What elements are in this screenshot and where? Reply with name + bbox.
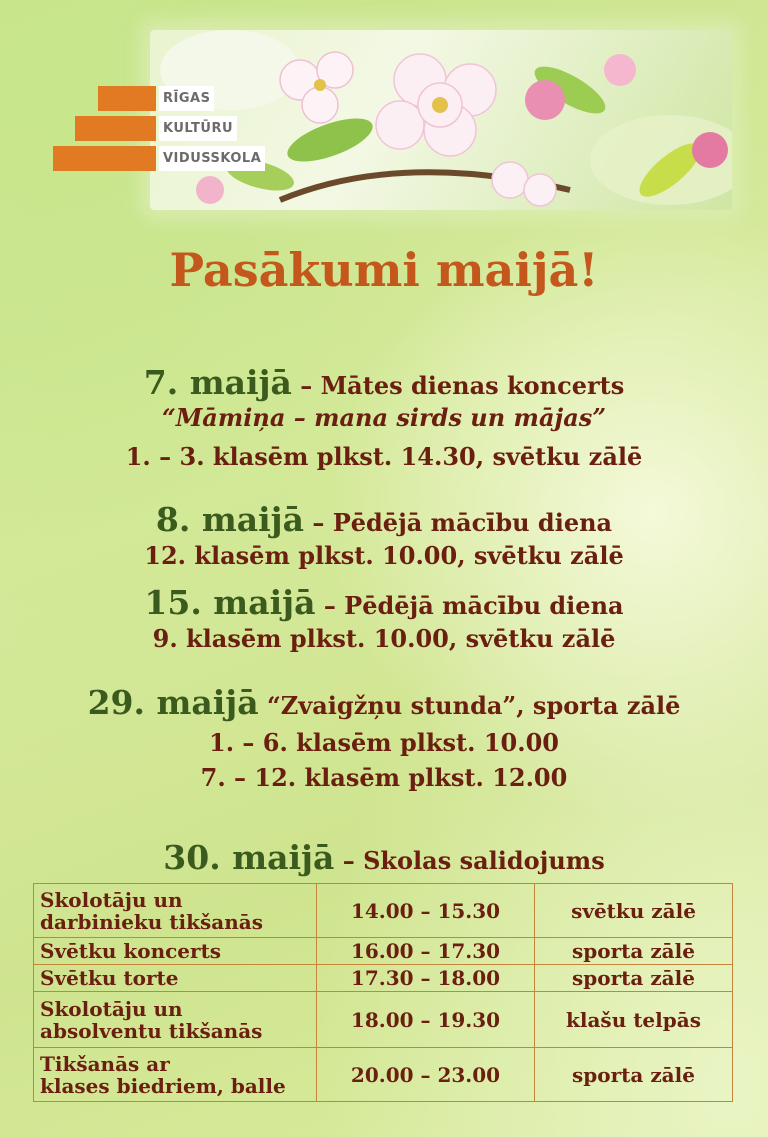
- activity-name: Skolotāju un: [40, 887, 183, 912]
- table-row: [34, 1048, 733, 1102]
- event-3-heading: [0, 583, 768, 622]
- activity-cell: [34, 1048, 317, 1102]
- table-row: [34, 965, 733, 992]
- event-3-date: 15. maijā: [144, 583, 316, 622]
- activity-cell: [34, 965, 317, 992]
- event-4-name: “Zvaigžņu stunda”, sporta zālē: [258, 691, 681, 720]
- activity-name-cont: klases biedriem, balle: [40, 1073, 286, 1098]
- time-cell: 17.30 – 18.00: [317, 965, 535, 992]
- place-cell: sporta zālē: [535, 1048, 733, 1102]
- event-1-detail: 1. – 3. klasēm plkst. 14.30, svētku zālē: [125, 442, 643, 471]
- place-cell: svētku zālē: [535, 884, 733, 938]
- activity-name-cont: darbinieku tikšanās: [40, 909, 263, 934]
- activity-name: Tikšanās ar: [40, 1051, 170, 1076]
- table-row: [34, 992, 733, 1048]
- event-5-date: 30. maijā: [163, 838, 335, 877]
- event-1-heading: [0, 363, 768, 402]
- place-cell: sporta zālē: [535, 938, 733, 965]
- time-cell: 16.00 – 17.30: [317, 938, 535, 965]
- activity-cell: [34, 992, 317, 1048]
- logo-line-2: KULTŪRU: [159, 116, 237, 141]
- page-title: Pasākumi maijā!: [169, 243, 599, 297]
- reunion-schedule-table: [33, 883, 733, 1102]
- event-2-detail: 12. klasēm plkst. 10.00, svētku zālē: [144, 541, 624, 570]
- activity-name: Svētku torte: [40, 966, 179, 990]
- activity-cell: [34, 938, 317, 965]
- table-row: [34, 938, 733, 965]
- logo-line-1: RĪGAS: [159, 86, 214, 111]
- activity-name: Svētku koncerts: [40, 939, 222, 963]
- event-1-name: – Mātes dienas koncerts: [291, 371, 625, 400]
- event-1-subtitle: “Māmiņa – mana sirds un mājas”: [161, 403, 607, 432]
- event-2-heading: [0, 500, 768, 539]
- activity-cell: [34, 884, 317, 938]
- table-row: [34, 884, 733, 938]
- event-4-detail: 1. – 6. klasēm plkst. 10.00: [209, 728, 559, 757]
- event-3-detail: 9. klasēm plkst. 10.00, svētku zālē: [152, 624, 616, 653]
- school-logo: [53, 86, 262, 172]
- event-2-name: – Pēdējā mācību diena: [304, 508, 613, 537]
- logo-line-3: VIDUSSKOLA: [159, 146, 265, 171]
- time-cell: 18.00 – 19.30: [317, 992, 535, 1048]
- place-cell: klašu telpās: [535, 992, 733, 1048]
- event-5-heading: [0, 838, 768, 877]
- place-cell: sporta zālē: [535, 965, 733, 992]
- event-4-detail-2: 7. – 12. klasēm plkst. 12.00: [200, 763, 568, 792]
- activity-name-cont: absolventu tikšanās: [40, 1018, 263, 1043]
- event-3-name: – Pēdējā mācību diena: [315, 591, 624, 620]
- event-4-heading: [0, 683, 768, 722]
- time-cell: 14.00 – 15.30: [317, 884, 535, 938]
- time-cell: 20.00 – 23.00: [317, 1048, 535, 1102]
- event-2-date: 8. maijā: [155, 500, 304, 539]
- event-1-date: 7. maijā: [143, 363, 292, 402]
- event-4-date: 29. maijā: [87, 683, 259, 722]
- event-5-name: – Skolas salidojums: [334, 846, 605, 875]
- activity-name: Skolotāju un: [40, 996, 183, 1021]
